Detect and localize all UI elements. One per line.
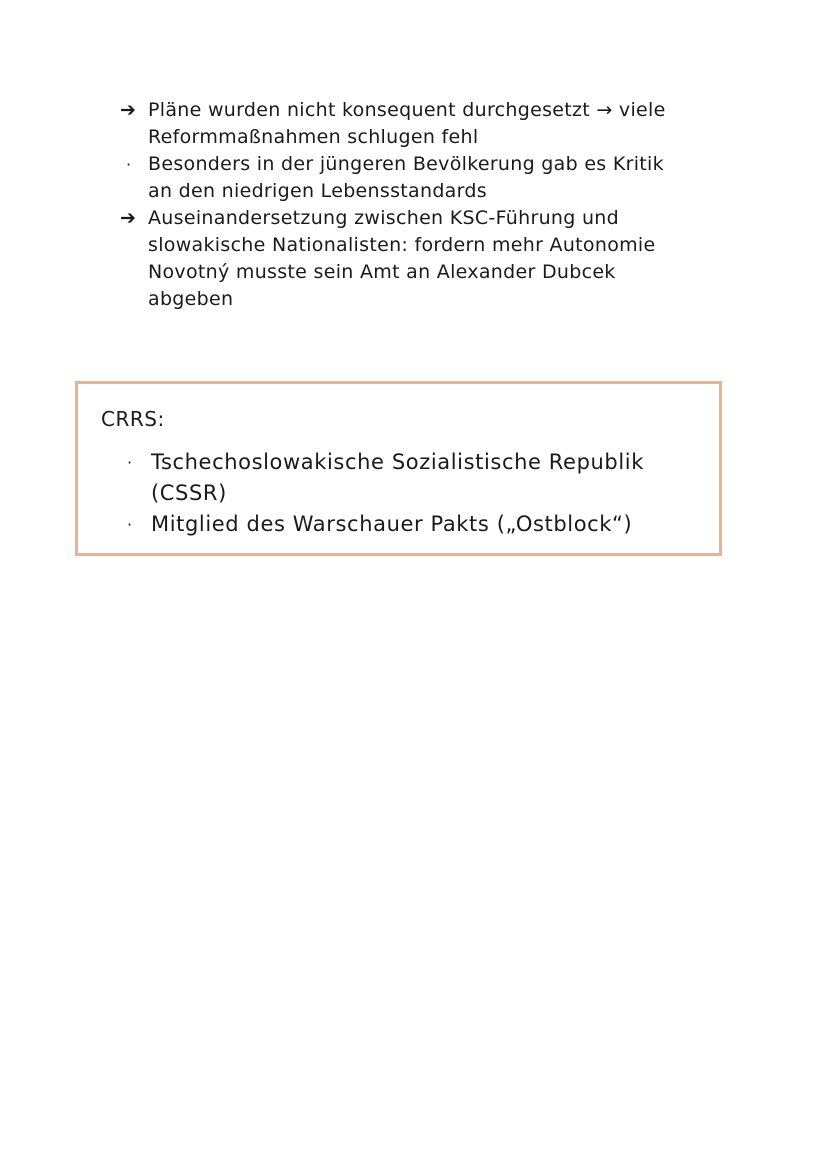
info-box-item xyxy=(123,447,713,509)
notes-list xyxy=(120,97,740,313)
bullet-dot-icon: · xyxy=(127,515,133,534)
note-line: Reformmaßnahmen schlugen fehl xyxy=(148,126,479,148)
info-box-title: CRRS: xyxy=(101,407,165,431)
arrow-right-icon: ➔ xyxy=(120,99,137,121)
info-box xyxy=(75,381,722,556)
bullet-dot-icon: · xyxy=(127,453,133,472)
note-line: Auseinandersetzung zwischen KSC-Führung und xyxy=(148,207,619,229)
note-line: abgeben xyxy=(148,288,234,310)
bullet-dot-icon: · xyxy=(126,155,132,174)
arrow-right-icon: ➔ xyxy=(120,207,137,229)
note-line: Pläne wurden nicht konsequent durchgesetzt → viele xyxy=(148,99,666,121)
info-box-item xyxy=(123,509,713,540)
note-item xyxy=(120,97,740,151)
note-item xyxy=(120,151,740,205)
info-line: (CSSR) xyxy=(151,481,227,505)
note-line: Novotný musste sein Amt an Alexander Dubcek xyxy=(148,261,616,283)
note-line: Besonders in der jüngeren Bevölkerung gab es Kritik xyxy=(148,153,664,175)
note-line: an den niedrigen Lebensstandards xyxy=(148,180,487,202)
info-line: Tschechoslowakische Sozialistische Republik xyxy=(151,450,644,474)
note-item xyxy=(120,205,740,313)
info-box-list xyxy=(123,447,713,540)
note-line: slowakische Nationalisten: fordern mehr Autonomie xyxy=(148,234,656,256)
info-line: Mitglied des Warschauer Pakts („Ostblock“) xyxy=(151,512,633,536)
